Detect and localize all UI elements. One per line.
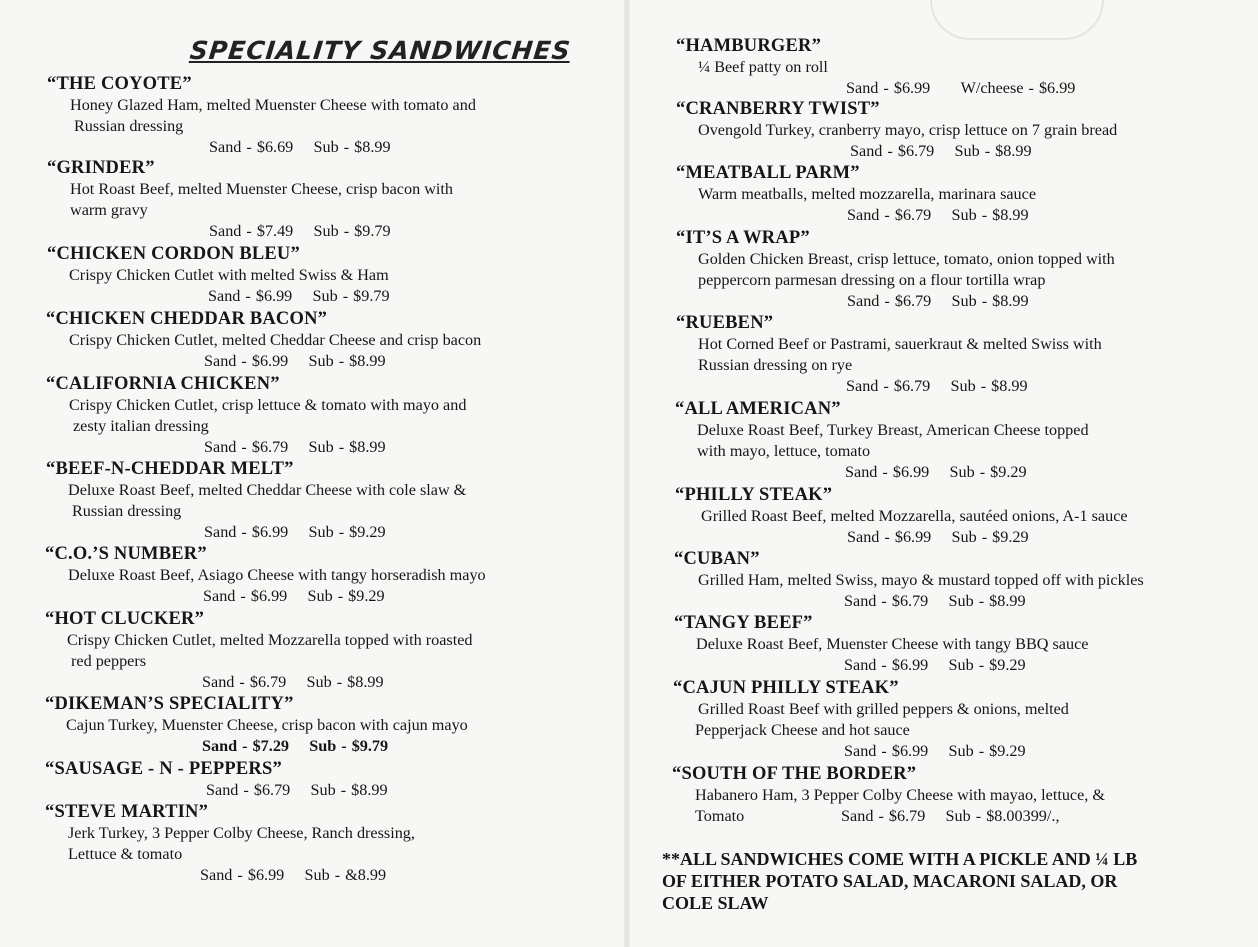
sub-price: Sub - $8.99 <box>954 142 1032 160</box>
item-desc: Crispy Chicken Cutlet, melted Mozzarella topped with roasted <box>67 631 473 649</box>
sand-price: Sand - $6.79 <box>850 142 935 160</box>
menu-item-cos-number <box>45 544 486 607</box>
menu-item-steve-martin <box>45 802 415 886</box>
sand-price: Sand - $7.29 <box>202 737 290 755</box>
item-desc: with mayo, lettuce, tomato <box>697 442 871 460</box>
footnote <box>662 848 1222 914</box>
sand-price: Sand - $6.99 <box>846 79 931 97</box>
item-desc: zesty italian dressing <box>73 417 209 435</box>
item-price <box>676 205 1036 226</box>
menu-item-sausage-n-peppers <box>45 759 388 801</box>
item-desc: Grilled Roast Beef with grilled peppers & onions, melted <box>698 700 1069 718</box>
item-price <box>46 522 466 543</box>
sand-price: Sand - $7.49 <box>209 222 294 240</box>
item-name: “SOUTH OF THE BORDER” <box>672 764 917 784</box>
item-name: “CHICKEN CHEDDAR BACON” <box>46 309 328 329</box>
sand-price: Sand - $6.79 <box>841 807 926 825</box>
item-name: “CALIFORNIA CHICKEN” <box>46 374 280 394</box>
menu-item-grinder <box>47 158 453 242</box>
sub-price: Sub - $9.29 <box>308 523 386 541</box>
sand-price: Sand - $6.99 <box>844 742 929 760</box>
item-desc: Deluxe Roast Beef, Muenster Cheese with tangy BBQ sauce <box>696 635 1089 653</box>
menu-item-all-american <box>675 399 1089 483</box>
item-name: “MEATBALL PARM” <box>676 163 860 183</box>
menu-item-hot-clucker <box>45 609 473 693</box>
item-desc: Ovengold Turkey, cranberry mayo, crisp lettuce on 7 grain bread <box>698 121 1118 139</box>
item-desc: Russian dressing <box>74 117 184 135</box>
item-desc: red peppers <box>71 652 147 670</box>
item-name: “GRINDER” <box>47 158 155 178</box>
item-name: “CRANBERRY TWIST” <box>676 99 880 119</box>
sand-price: Sand - $6.99 <box>847 528 932 546</box>
item-name: “HAMBURGER” <box>676 36 822 56</box>
item-desc: ¼ Beef patty on roll <box>698 58 828 76</box>
menu-item-beef-n-cheddar-melt <box>46 459 466 543</box>
item-price <box>672 806 1105 827</box>
item-desc: Habanero Ham, 3 Pepper Colby Cheese with mayao, lettuce, & <box>695 786 1105 804</box>
sand-price: Sand - $6.79 <box>846 377 931 395</box>
sub-price: Sub - $8.99 <box>313 138 391 156</box>
item-name: “RUEBEN” <box>676 313 774 333</box>
ghost-logo-shape <box>930 0 1104 40</box>
item-desc: Grilled Roast Beef, melted Mozzarella, sautéed onions, A-1 sauce <box>701 507 1128 525</box>
item-price <box>676 376 1102 397</box>
sand-price: Sand - $6.99 <box>200 866 285 884</box>
item-desc: Jerk Turkey, 3 Pepper Colby Cheese, Ranch dressing, <box>68 824 415 842</box>
item-desc: Crispy Chicken Cutlet, melted Cheddar Cheese and crisp bacon <box>69 331 482 349</box>
item-price <box>675 527 1128 548</box>
sub-price: Sub - $8.99 <box>951 206 1029 224</box>
sub-price: Sub - $9.79 <box>312 287 390 305</box>
right-menu-page <box>630 0 1258 947</box>
item-name: “CUBAN” <box>674 549 760 569</box>
item-price <box>673 741 1069 762</box>
menu-heading: SPECIALITY SANDWICHES <box>188 36 573 65</box>
sub-price: Sub - $8.99 <box>308 352 386 370</box>
item-price <box>46 351 481 372</box>
sand-price: Sand - $6.99 <box>845 463 930 481</box>
footnote-line: COLE SLAW <box>662 893 769 913</box>
item-desc: Pepperjack Cheese and hot sauce <box>695 721 910 739</box>
sub-price: Sub - $9.29 <box>951 528 1029 546</box>
menu-item-cranberry-twist <box>676 99 1117 162</box>
sand-price: Sand - $6.99 <box>204 523 289 541</box>
item-price <box>675 462 1089 483</box>
item-desc: Crispy Chicken Cutlet, crisp lettuce & tomato with mayo and <box>69 396 467 414</box>
sub-price: Sub - $8.99 <box>306 673 384 691</box>
item-desc: peppercorn parmesan dressing on a flour tortilla wrap <box>698 271 1046 289</box>
item-name: “IT’S A WRAP” <box>676 228 810 248</box>
menu-item-chicken-cordon-bleu <box>47 244 390 307</box>
sand-price: Sand - $6.79 <box>204 438 289 456</box>
left-menu-page <box>0 0 624 947</box>
item-desc: Lettuce & tomato <box>68 845 183 863</box>
item-desc: Cajun Turkey, Muenster Cheese, crisp bacon with cajun mayo <box>66 716 468 734</box>
footnote-line: OF EITHER POTATO SALAD, MACARONI SALAD, OR <box>662 871 1118 891</box>
sub-price: Sub - $9.29 <box>949 463 1027 481</box>
sand-price: Sand - $6.99 <box>208 287 293 305</box>
sub-price: Sub - $9.29 <box>948 656 1026 674</box>
item-desc: Hot Roast Beef, melted Muenster Cheese, crisp bacon with <box>70 180 454 198</box>
menu-item-meatball-parm <box>676 163 1036 226</box>
item-price <box>45 672 473 693</box>
menu-item-rueben <box>676 313 1102 397</box>
sub-price: Sub - $8.99 <box>951 292 1029 310</box>
item-price <box>45 865 415 886</box>
item-desc: Golden Chicken Breast, crisp lettuce, tomato, onion topped with <box>698 250 1115 268</box>
sand-price: Sand - $6.99 <box>203 587 288 605</box>
sub-price: Sub - $9.79 <box>313 222 391 240</box>
sub-price: Sub - $8.00399/., <box>945 807 1060 825</box>
item-name: “BEEF-N-CHEDDAR MELT” <box>46 459 294 479</box>
item-desc: Russian dressing on rye <box>698 356 853 374</box>
item-name: “SAUSAGE - N - PEPPERS” <box>45 759 282 779</box>
menu-item-tangy-beef <box>674 613 1088 676</box>
sub-price: Sub - $8.99 <box>950 377 1028 395</box>
item-price <box>674 591 1144 612</box>
sub-price: Sub - $9.79 <box>309 737 389 755</box>
item-desc: Crispy Chicken Cutlet with melted Swiss & Ham <box>69 266 389 284</box>
sub-price: Sub - $9.29 <box>948 742 1026 760</box>
sand-price: Sand - $6.69 <box>209 138 294 156</box>
item-price <box>45 736 468 757</box>
item-price <box>676 78 1075 99</box>
item-name: “TANGY BEEF” <box>674 613 813 633</box>
item-desc: Grilled Ham, melted Swiss, mayo & mustard topped off with pickles <box>698 571 1144 589</box>
menu-item-its-a-wrap <box>676 228 1115 312</box>
sand-price: Sand - $6.79 <box>847 292 932 310</box>
sub-price: Sub - $8.99 <box>308 438 386 456</box>
sand-price: Sand - $6.79 <box>202 673 287 691</box>
item-price <box>674 655 1088 676</box>
item-desc: Deluxe Roast Beef, Turkey Breast, American Cheese topped <box>697 421 1089 439</box>
item-price <box>45 780 388 801</box>
footnote-line: **ALL SANDWICHES COME WITH A PICKLE AND ¼ LB <box>662 849 1138 869</box>
menu-item-the-coyote <box>47 74 476 158</box>
cheese-price: W/cheese - $6.99 <box>960 79 1076 97</box>
item-desc: Honey Glazed Ham, melted Muenster Cheese with tomato and <box>70 96 476 114</box>
sand-price: Sand - $6.99 <box>204 352 289 370</box>
item-name: “ALL AMERICAN” <box>675 399 841 419</box>
menu-item-dikemans-speciality <box>45 694 468 757</box>
sub-price: Sub - &8.99 <box>304 866 387 884</box>
item-name: “THE COYOTE” <box>47 74 192 94</box>
sand-price: Sand - $6.79 <box>206 781 291 799</box>
sub-price: Sub - $8.99 <box>948 592 1026 610</box>
item-name: “HOT CLUCKER” <box>45 609 205 629</box>
item-price <box>45 586 486 607</box>
item-name: “STEVE MARTIN” <box>45 802 209 822</box>
sub-price: Sub - $8.99 <box>310 781 388 799</box>
item-name: “PHILLY STEAK” <box>675 485 833 505</box>
sand-price: Sand - $6.79 <box>847 206 932 224</box>
menu-item-chicken-cheddar-bacon <box>46 309 481 372</box>
item-price <box>676 291 1115 312</box>
menu-item-south-of-the-border <box>672 764 1105 827</box>
item-price <box>47 137 476 158</box>
menu-item-philly-steak <box>675 485 1128 548</box>
item-price <box>676 141 1117 162</box>
sand-price: Sand - $6.99 <box>844 656 929 674</box>
item-desc: Deluxe Roast Beef, melted Cheddar Cheese with cole slaw & <box>68 481 467 499</box>
item-desc: Russian dressing <box>72 502 182 520</box>
item-price <box>47 221 453 242</box>
item-name: “CHICKEN CORDON BLEU” <box>47 244 300 264</box>
item-name: “CAJUN PHILLY STEAK” <box>673 678 899 698</box>
item-desc: warm gravy <box>70 201 148 219</box>
item-desc: Hot Corned Beef or Pastrami, sauerkraut & melted Swiss with <box>698 335 1102 353</box>
menu-item-hamburger <box>676 36 1075 99</box>
menu-item-cajun-philly-steak <box>673 678 1069 762</box>
sub-price: Sub - $9.29 <box>307 587 385 605</box>
item-price <box>47 286 390 307</box>
item-name: “DIKEMAN’S SPECIALITY” <box>45 694 294 714</box>
menu-item-california-chicken <box>46 374 466 458</box>
item-desc: Warm meatballs, melted mozzarella, marinara sauce <box>698 185 1037 203</box>
item-name: “C.O.’S NUMBER” <box>45 544 207 564</box>
item-desc: Tomato <box>695 807 745 825</box>
item-price <box>46 437 466 458</box>
menu-item-cuban <box>674 549 1144 612</box>
item-desc: Deluxe Roast Beef, Asiago Cheese with tangy horseradish mayo <box>68 566 486 584</box>
sand-price: Sand - $6.79 <box>844 592 929 610</box>
